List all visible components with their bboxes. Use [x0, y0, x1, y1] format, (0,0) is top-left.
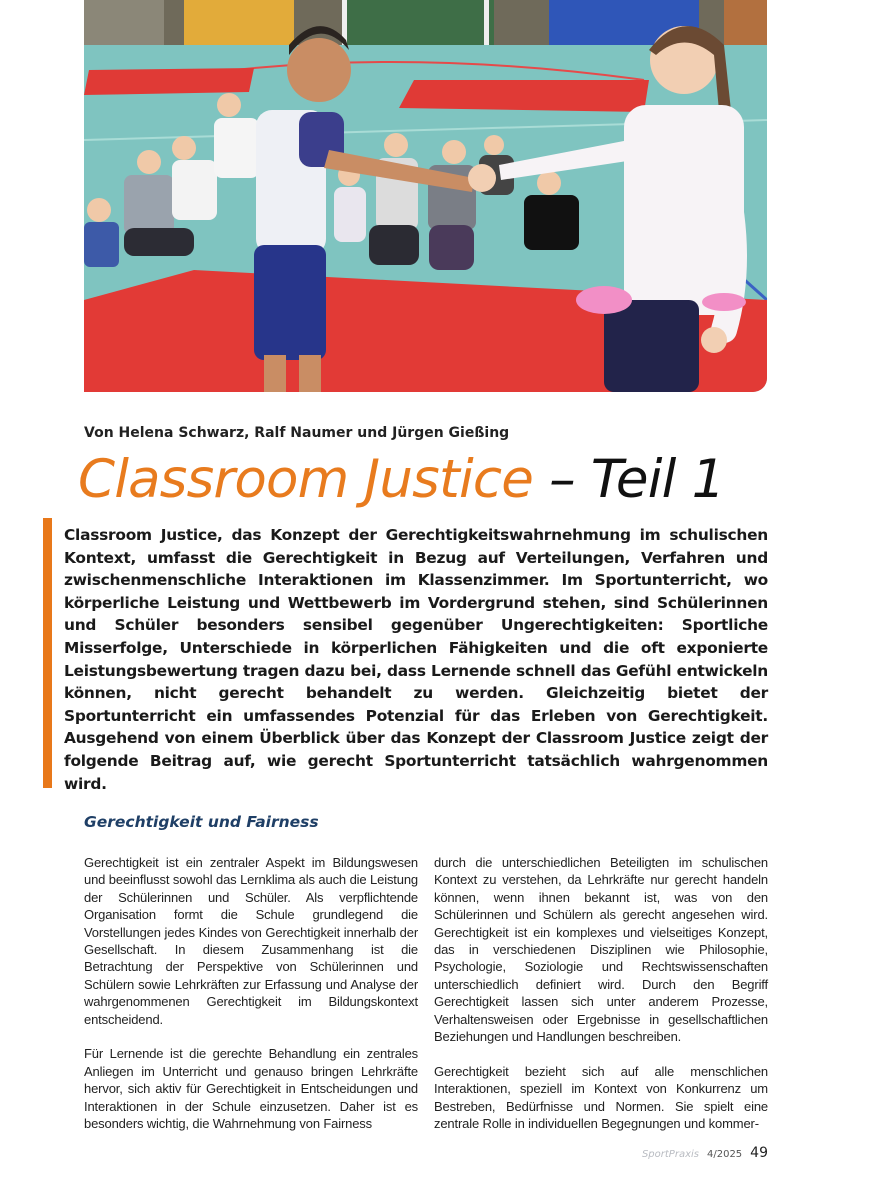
lead-accent-bar — [43, 518, 52, 788]
body-column-right — [434, 854, 768, 1132]
page-footer — [642, 1145, 768, 1161]
author-line: Von Helena Schwarz, Ralf Naumer und Jürgen Gießing — [84, 425, 510, 441]
gym-scene-illustration — [84, 0, 767, 392]
issue-number: 4/2025 — [706, 1149, 743, 1160]
hero-photo — [84, 0, 767, 392]
body-paragraph: Gerechtigkeit ist ein zentraler Aspekt im Bildungswesen und beeinflusst sowohl das Lernklima als auch die Leistung der Schülerinnen und Schüler. Als verpflichtende Organisation formt die Schule grundlegend die Vorstellungen jedes Kindes von Gerechtigkeit innerhalb der Gesellschaft. In diesem Zusammenhang ist die Betrachtung der Perspektive von Schülerinnen und Schülern sowie Lehrkräften zur Erfassung und Analyse der wahrgenommenen Gerechtigkeit im Bildungskontext entscheidend. — [84, 855, 418, 1027]
page-number: 49 — [750, 1145, 768, 1161]
body-paragraph: durch die unterschiedlichen Beteiligten im schulischen Kontext zu verstehen, da Lehrkräfte nur gerecht handeln können, wenn ihnen bekannt ist, was von den Schülerinnen und Schülern als gerecht angesehen wird. Gerechtigkeit ist ein komplexes und vielseitiges Konzept, das in verschiedenen Disziplinen wie Philosophie, Psychologie, Soziologie und Rechtswissenschaften unterschiedlich definiert wird. Durch den Begriff Gerechtigkeit lassen sich unter anderem Prozesse, Verhaltensweisen oder Ergebnisse in gesellschaftlichen Beziehungen und Handlungen beschreiben. — [434, 855, 768, 1045]
journal-name: SportPraxis — [641, 1149, 699, 1160]
body-paragraph: Gerechtigkeit bezieht sich auf alle menschlichen Interaktionen, speziell im Kontext von Konkurrenz um Bestreben, Bedürfnisse und Normen. Sie spielt eine zentrale Rolle in individuellen Begegnungen und kommer- — [434, 1063, 768, 1132]
body-paragraph: Für Lernende ist die gerechte Behandlung ein zentrales Anliegen im Unterricht und genauso bringen Lehrkräfte hervor, sich aktiv für Gerechtigkeit in Entscheidungen und Interaktionen in der Schule einzusetzen. Daher ist es besonders wichtig, die Wahrnehmung von Fairness — [84, 1046, 418, 1132]
lead-paragraph: Classroom Justice, das Konzept der Gerechtigkeitswahrnehmung im schulischen Kontext, umfasst die Gerechtigkeit in Bezug auf Verteilungen, Verfahren und zwischenmenschliche Interaktionen im Klassenzimmer. Im Sportunterricht, wo körperliche Leistung und Wettbewerb im Vordergrund stehen, sind Schülerinnen und Schüler besonders sensibel gegenüber Ungerechtigkeiten: Sportliche Misserfolge, Unterschiede in körperlichen Fähigkeiten und die oft exponierte Leistungsbewertung tragen dazu bei, dass Lernende schnell das Gefühl entwickeln können, nicht gerecht behandelt zu werden. Gleichzeitig bietet der Sportunterricht ein umfassendes Potenzial für das Erleben von Gerechtigkeit. Ausgehend von einem Überblick über das Konzept der Classroom Justice zeigt der folgende Beitrag auf, wie gerecht Sportunterricht tatsächlich wahrgenommen wird. — [64, 526, 768, 793]
body-column-left — [84, 854, 418, 1132]
article-title — [78, 448, 725, 512]
article-title-highlight: Classroom Justice — [78, 449, 534, 510]
article-title-rest: – Teil 1 — [549, 449, 725, 510]
section-heading: Gerechtigkeit und Fairness — [84, 813, 319, 831]
